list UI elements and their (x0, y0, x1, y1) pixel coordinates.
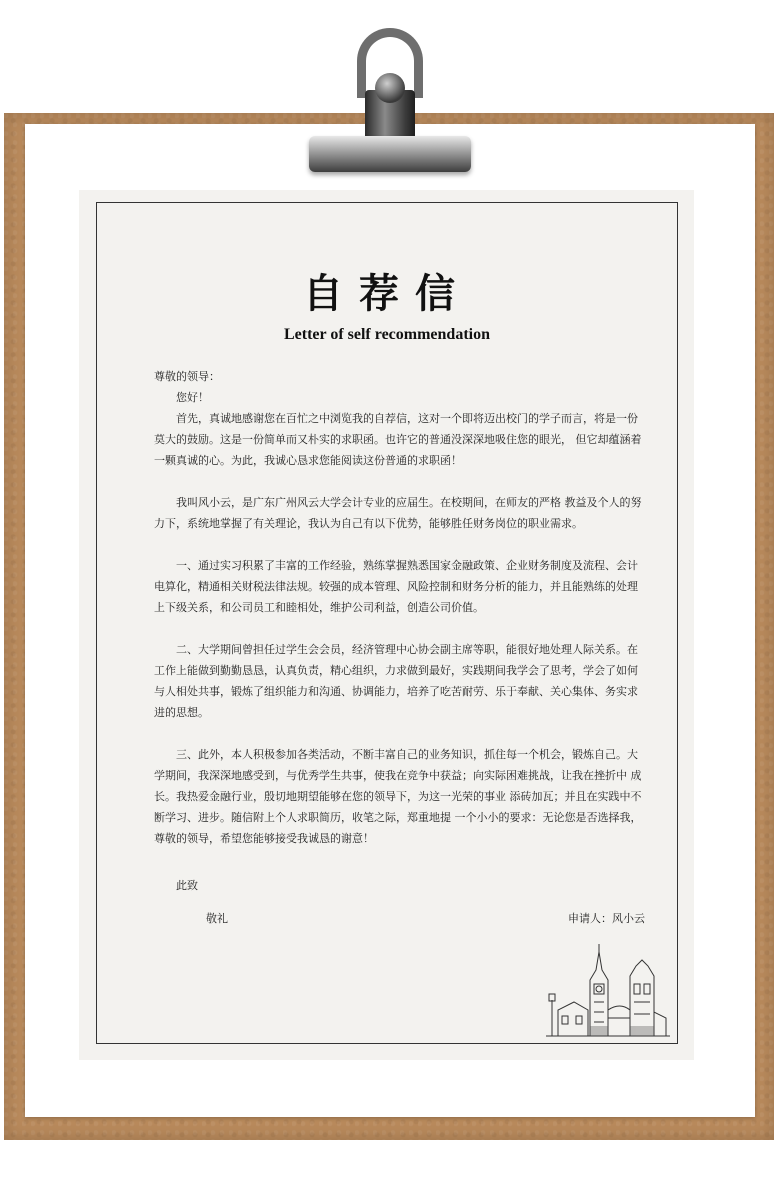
letter-title-cn: 自荐信 (303, 270, 471, 317)
salutation: 尊敬的领导： (154, 370, 220, 383)
closing: 此致 (176, 879, 198, 892)
signature: 申请人：风小云 (568, 912, 645, 925)
letter-body (154, 366, 648, 849)
paragraph-4: 二、大学期间曾担任过学生会会员，经济管理中心协会副主席等职，能很好地处理人际关系。在工作上能做到勤勤恳恳，认真负责，精心组织，力求做到最好，实践期间我学会了思考，学会了如何与人相处共事，锻炼了组织能力和沟通、协调能力，培养了吃苦耐劳、乐于奉献、关心集体、务实求进的思想。 (154, 643, 638, 719)
greeting: 您好！ (176, 391, 209, 404)
binder-clip-icon (305, 28, 475, 178)
paragraph-3: 一、通过实习积累了丰富的工作经验，熟练掌握熟悉国家金融政策、企业财务制度及流程、会计电算化，精通相关财税法律法规。较强的成本管理、风险控制和财务分析的能力，并且能熟练的处理上下级关系，和公司员工和睦相处，维护公司利益，创造公司价值。 (154, 559, 638, 614)
clip-bar (309, 136, 471, 172)
regards: 敬礼 (206, 912, 228, 925)
paragraph-5: 三、此外，本人积极参加各类活动，不断丰富自己的业务知识，抓住每一个机会，锻炼自己。大学期间，我深深地感受到，与优秀学生共事，使我在竞争中获益；向实际困难挑战，让我在挫折中 成长。我热爱金融行业，殷切地期望能够在您的领导下，为这一光荣的事业 添砖加瓦；并且在实践中不断学习、进步。随信附上个人求职简历，收笔之际，郑重地提 一个小小的要求：无论您是否选择我，尊敬的领导，希望您能够接受我诚恳的谢意！ (154, 748, 642, 845)
paragraph-1: 首先，真诚地感谢您在百忙之中浏览我的自荐信，这对一个即将迈出校门的学子而言，将是一份莫大的鼓励。这是一份简单而又朴实的求职函。也许它的普通没深深地吸住您的眼光， 但它却蕴涵着一颗真诚的心。为此，我诚心恳求您能阅读这份普通的求职函！ (154, 412, 642, 467)
clip-knob (375, 73, 405, 103)
castle-sketch-icon (544, 940, 672, 1038)
letter-title-en: Letter of self recommendation (283, 326, 490, 343)
paragraph-2: 我叫风小云，是广东广州风云大学会计专业的应届生。在校期间，在师友的严格 教益及个人的努力下，系统地掌握了有关理论，我认为自己有以下优势，能够胜任财务岗位的职业需求。 (154, 496, 642, 530)
